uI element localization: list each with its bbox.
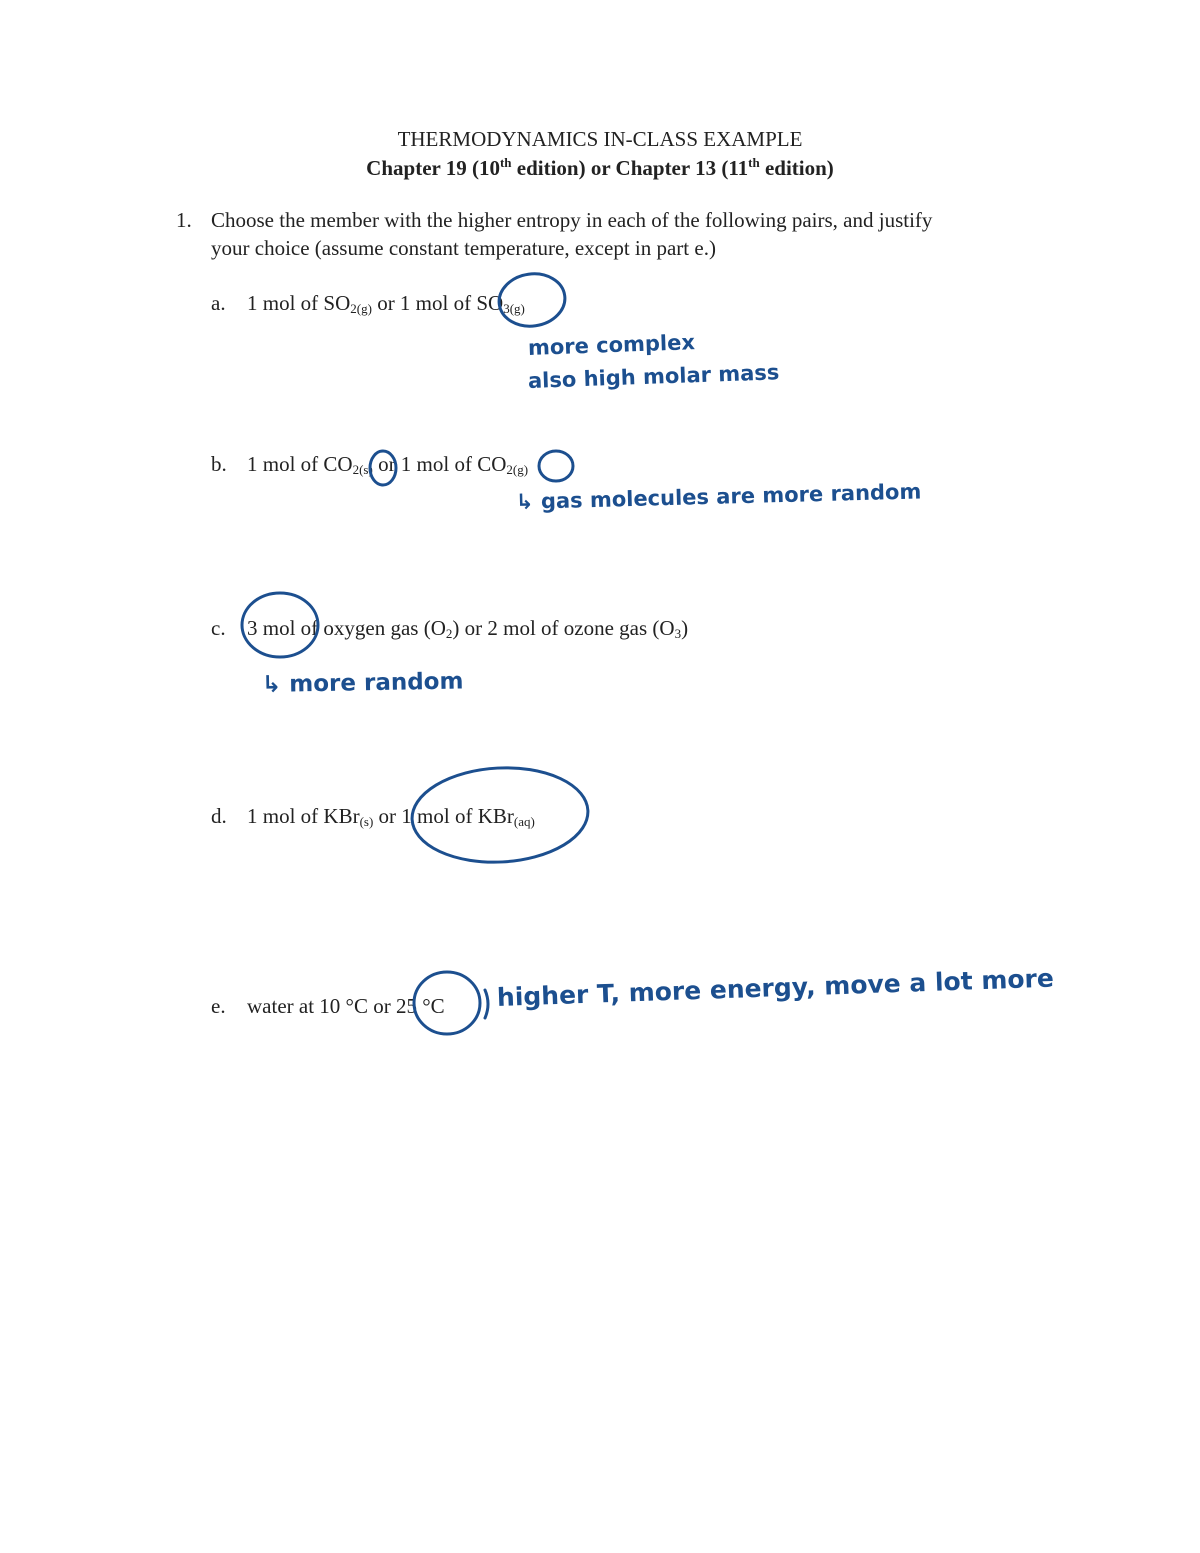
part-d-text-1: 1 mol of KBr — [247, 804, 360, 828]
worksheet-title: THERMODYNAMICS IN-CLASS EXAMPLE — [397, 127, 803, 151]
part-a-subscript-2: 3(g) — [503, 301, 525, 316]
part-d-subscript-2: (aq) — [513, 814, 535, 829]
chapter-subtitle — [0, 155, 1200, 181]
handwritten-note-b: ↳ gas molecules are more random — [515, 479, 922, 514]
part-e-label: e. — [211, 994, 226, 1018]
subtitle-part: edition) or Chapter 13 (11 — [511, 156, 749, 180]
part-c-text-1: 3 mol of oxygen gas (O — [247, 616, 446, 640]
handwritten-note-c: ↳ more random — [261, 668, 464, 698]
part-e-text: water at 10 °C or 25 °C — [247, 994, 445, 1018]
part-b-text — [247, 452, 528, 478]
part-a-subscript-1: 2(g) — [350, 301, 372, 316]
part-b-label: b. — [211, 452, 227, 476]
part-a-text-1: 1 mol of SO — [247, 291, 351, 315]
part-d-text-2: or 1 mol of KBr — [373, 804, 514, 828]
bracket-mark — [485, 990, 488, 1018]
handwritten-note-a-2: also high molar mass — [527, 360, 780, 393]
subtitle-sup: th — [499, 155, 512, 170]
question-line-1: Choose the member with the higher entropy in each of the following pairs, and justify — [211, 208, 933, 232]
question-line-2: your choice (assume constant temperature, except in part e.) — [211, 236, 716, 260]
handwritten-note-e: higher T, more energy, move a lot more — [496, 963, 1055, 1012]
part-d-text — [247, 804, 535, 830]
part-b-subscript-2: 2(g) — [506, 462, 529, 477]
part-b-text-1: 1 mol of CO — [247, 452, 353, 476]
subtitle-part: Chapter 19 (10 — [366, 156, 500, 180]
question-number: 1. — [176, 208, 192, 232]
handwritten-note-a-1: more complex — [527, 330, 696, 360]
subtitle-sup: th — [748, 155, 760, 170]
part-c-subscript-2: 3 — [674, 626, 682, 641]
part-b-text-2: or 1 mol of CO — [372, 452, 507, 476]
part-a-text — [247, 291, 525, 317]
part-d-subscript-1: (s) — [359, 814, 374, 829]
part-c-text-3: ) — [681, 616, 689, 640]
circle-mark-co2-g — [539, 451, 573, 481]
part-d-label: d. — [211, 804, 227, 828]
part-a-text-2: or 1 mol of SO — [371, 291, 504, 315]
part-c-text-2: ) or 2 mol of ozone gas (O — [452, 616, 675, 640]
part-c-subscript-1: 2 — [445, 626, 453, 641]
part-b-subscript-1: 2(s) — [352, 462, 373, 477]
part-c-text — [247, 616, 688, 642]
part-c-label: c. — [211, 616, 226, 640]
part-a-label: a. — [211, 291, 226, 315]
subtitle-part: edition) — [759, 156, 834, 180]
